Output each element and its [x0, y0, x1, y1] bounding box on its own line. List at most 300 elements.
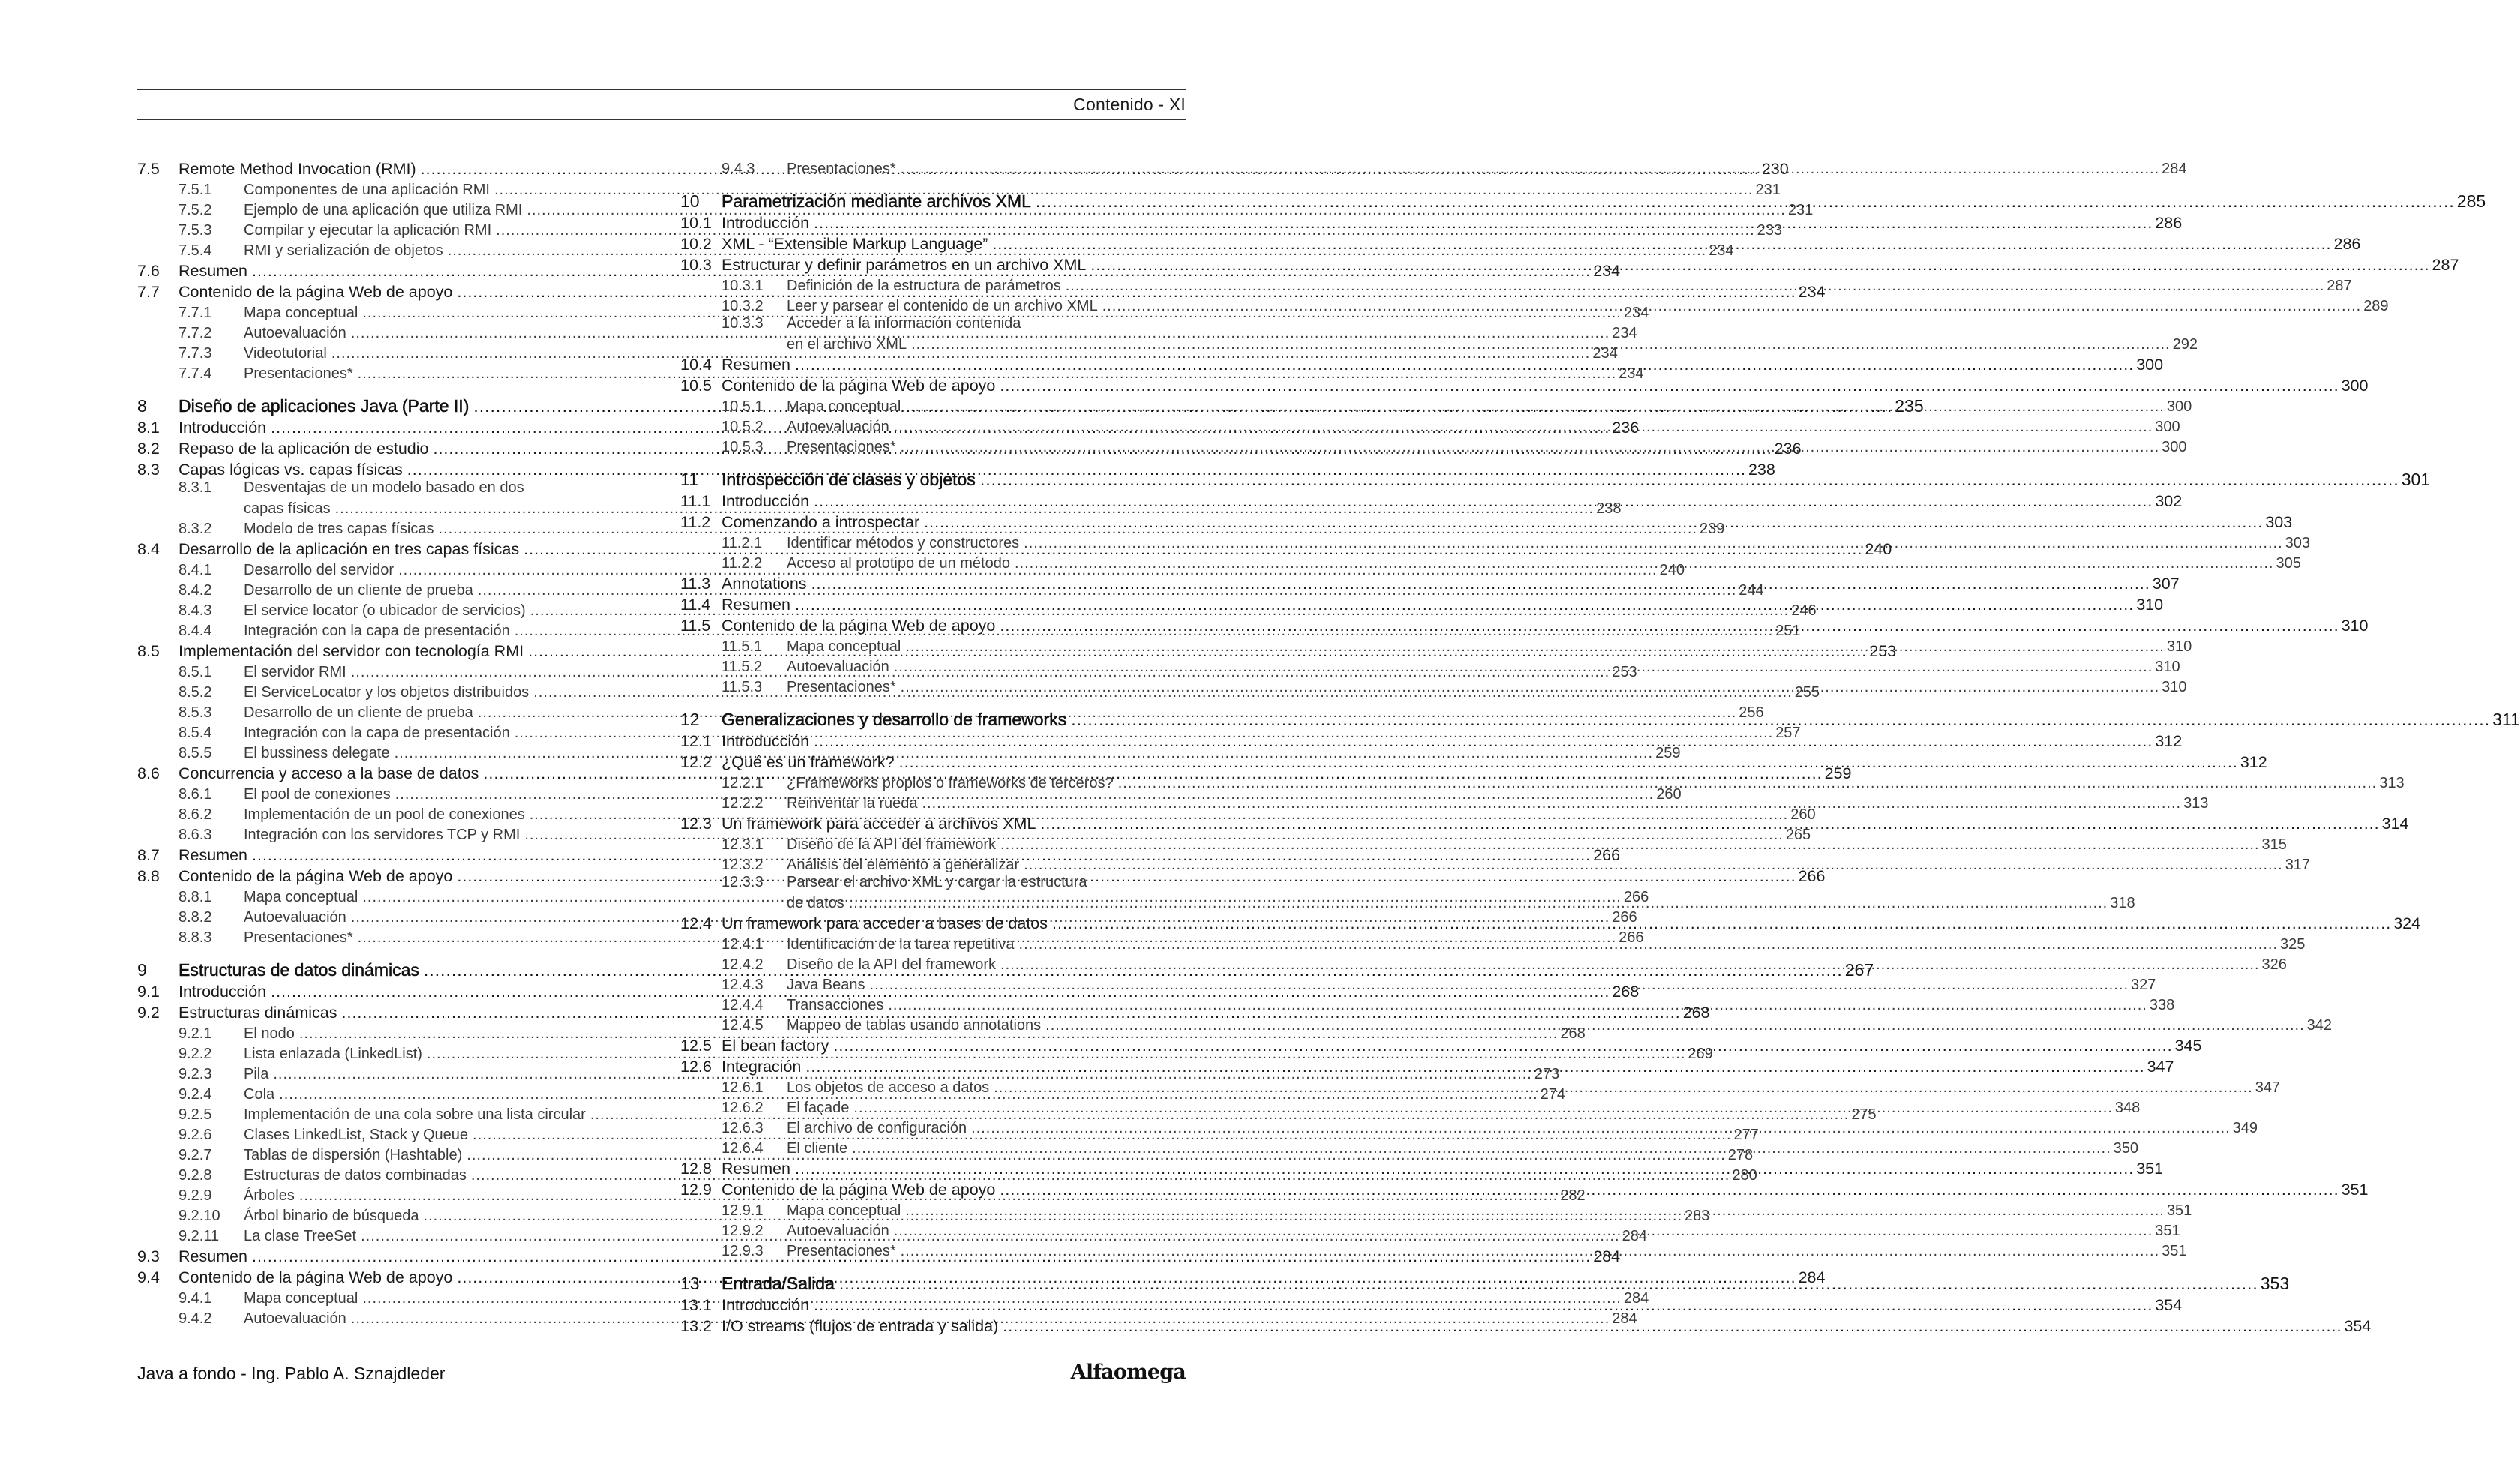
- toc-page-number: 310: [2162, 679, 2187, 695]
- toc-page-number: 292: [2172, 336, 2198, 353]
- toc-leader-dots: [1102, 298, 2362, 315]
- toc-title: Mapa conceptual: [244, 305, 358, 321]
- toc-title: Remote Method Invocation (RMI): [178, 160, 416, 178]
- toc-title: Introducción: [178, 983, 267, 1001]
- toc-page-number: 354: [2155, 1296, 2182, 1314]
- toc-page-number: 268: [1682, 1004, 1710, 1022]
- toc-title: Diseño de aplicaciones Java (Parte II): [178, 396, 470, 416]
- toc-number: 11.5.3: [722, 679, 763, 695]
- toc-page-number: 234: [1612, 325, 1637, 341]
- toc-page-number: 231: [1755, 182, 1780, 198]
- toc-title: Integración con los servidores TCP y RMI: [244, 827, 520, 843]
- toc-number: 8.5.1: [178, 664, 212, 680]
- toc-number: 8.4.4: [178, 623, 212, 639]
- toc-page-number: 233: [1756, 222, 1783, 239]
- toc-title: Identificación de la tarea repetitiva: [787, 936, 1015, 953]
- toc-leader-dots: [901, 679, 2160, 696]
- toc-number: 8.3: [137, 461, 160, 479]
- toc-number: 11.3: [680, 575, 711, 593]
- toc-number: 8.8.3: [178, 929, 212, 946]
- toc-title: XML - “Extensible Markup Language”: [722, 235, 988, 253]
- toc-page-number: 303: [2284, 535, 2311, 551]
- toc-leader-dots: [1000, 1181, 2338, 1199]
- toc-title: Los objetos de acceso a datos: [787, 1079, 990, 1096]
- toc-page-number: 284: [1798, 1268, 1826, 1286]
- toc-number: 12.6.4: [722, 1140, 764, 1157]
- toc-leader-dots: [905, 398, 2164, 416]
- toc-page-number: 240: [1864, 540, 1892, 558]
- toc-section: [137, 458, 1775, 479]
- toc-number: 8.8: [137, 867, 160, 885]
- toc-page-number: 283: [1684, 1208, 1710, 1224]
- toc-page-number: 268: [1612, 983, 1640, 1001]
- toc-leader-dots: [911, 336, 2170, 353]
- toc-number: 12.6.2: [722, 1100, 764, 1116]
- header-rule-bottom: [137, 119, 1186, 120]
- toc-page-number: 234: [1593, 262, 1621, 280]
- toc-page-number: 286: [2333, 235, 2361, 253]
- toc-title: Desarrollo de un cliente de prueba: [244, 704, 473, 721]
- toc-number: 12.3.3: [722, 874, 764, 890]
- toc-leader-dots: [852, 1140, 2111, 1157]
- toc-title: Modelo de tres capas físicas: [244, 521, 434, 537]
- toc-page-number: 275: [1851, 1106, 1876, 1123]
- toc-title-cont: en el archivo XML: [787, 336, 908, 353]
- toc-title: Acceso al prototipo de un método: [787, 555, 1010, 572]
- toc-leader-dots: [971, 1120, 2230, 1137]
- toc-title: Concurrencia y acceso a la base de datos: [178, 764, 479, 782]
- toc-page-number: 317: [2284, 857, 2311, 873]
- toc-number: 8.6.3: [178, 827, 212, 843]
- toc-number: 8.5.2: [178, 684, 212, 701]
- toc-number: 11.5: [680, 617, 711, 635]
- toc-leader-dots: [894, 1223, 2153, 1240]
- toc-title: Introducción: [178, 419, 267, 437]
- toc-title: Contenido de la página Web de apoyo: [178, 1268, 453, 1286]
- toc-title: El cliente: [787, 1140, 848, 1157]
- toc-page-number: 353: [2260, 1274, 2290, 1293]
- toc-number: 12.9.2: [722, 1223, 764, 1239]
- toc-title: Autoevaluación: [244, 325, 346, 341]
- toc-page-number: 354: [2344, 1317, 2372, 1335]
- toc-section: [680, 374, 2368, 395]
- toc-leader-dots: [994, 1079, 2253, 1097]
- toc-title-cont: capas físicas: [244, 500, 331, 517]
- toc-title: Comenzando a introspectar: [722, 513, 920, 531]
- toc-page-number: 260: [1790, 806, 1816, 823]
- toc-title: Generalizaciones y desarrollo de frameworks: [722, 710, 1067, 729]
- toc-page-number: 300: [2341, 377, 2368, 395]
- toc-title: Resumen: [722, 1160, 791, 1178]
- toc-page-number: 314: [2381, 815, 2409, 833]
- toc-number: 8.4.2: [178, 582, 212, 599]
- toc-number: 12.4.5: [722, 1017, 764, 1034]
- toc-title: Árboles: [244, 1187, 295, 1204]
- toc-leader-dots: [849, 895, 2108, 912]
- toc-page-number: 286: [2155, 214, 2182, 232]
- toc-title: El archivo de configuración: [787, 1120, 968, 1136]
- toc-page-number: 310: [2166, 638, 2192, 655]
- toc-title: Componentes de una aplicación RMI: [244, 182, 490, 198]
- toc-number: 9.1: [137, 983, 160, 1001]
- toc-title: Desventajas de un modelo basado en dos: [244, 479, 524, 496]
- toc-number: 12.3.2: [722, 857, 764, 873]
- toc-title: Mapa conceptual: [244, 1290, 358, 1307]
- toc-number: 12.3: [680, 815, 712, 833]
- toc-title: El bussiness delegate: [244, 745, 390, 761]
- toc-leader-dots: [1015, 555, 2274, 572]
- toc-page-number: 325: [2280, 936, 2306, 953]
- toc-title: Contenido de la página Web de apoyo: [722, 617, 996, 635]
- toc-number: 9.2.3: [178, 1066, 212, 1082]
- toc-number: 9.2.8: [178, 1167, 212, 1184]
- toc-page-number: 313: [2379, 775, 2404, 791]
- toc-title: Presentaciones*: [787, 161, 896, 177]
- toc-number: 8.6.2: [178, 806, 212, 823]
- toc-title: Reinventar la rueda: [787, 795, 918, 812]
- toc-number: 8.4: [137, 540, 160, 558]
- toc-leader-dots: [905, 1202, 2164, 1220]
- toc-page-number: 342: [2306, 1017, 2332, 1034]
- toc-title: Diseño de la API del framework: [787, 836, 997, 853]
- toc-page-number: 256: [1738, 704, 1764, 721]
- toc-number: 12.4.2: [722, 956, 764, 973]
- toc-number: 8.8.1: [178, 889, 212, 905]
- toc-title: El service locator (o ubicador de servicios): [244, 602, 526, 619]
- toc-number: 12.9.1: [722, 1202, 764, 1219]
- toc-number: 7.7.1: [178, 305, 212, 321]
- toc-page-number: 268: [1560, 1025, 1586, 1042]
- toc-leader-dots: [806, 1058, 2144, 1076]
- toc-number: 13.2: [680, 1317, 712, 1335]
- toc-title: Cola: [244, 1086, 275, 1103]
- toc-page-number: 257: [1775, 725, 1801, 741]
- toc-number: 9.4: [137, 1268, 160, 1286]
- toc-leader-dots: [1066, 278, 2325, 295]
- toc-leader-dots: [894, 419, 2153, 436]
- toc-number: 12.8: [680, 1160, 712, 1178]
- toc-number: 9.4.1: [178, 1290, 212, 1307]
- toc-title: Resumen: [722, 356, 791, 374]
- toc-number: 7.5.3: [178, 222, 212, 239]
- toc-number: 9.2.9: [178, 1187, 212, 1204]
- toc-page-number: 265: [1785, 827, 1811, 843]
- toc-title: Definición de la estructura de parámetros: [787, 278, 1061, 294]
- toc-number: 11.2.1: [722, 535, 763, 551]
- toc-leader-dots: [814, 732, 2152, 751]
- toc-leader-dots: [814, 214, 2152, 233]
- toc-leader-dots: [899, 753, 2238, 772]
- toc-page-number: 351: [2155, 1223, 2180, 1239]
- toc-page-number: 302: [2155, 492, 2182, 510]
- toc-title: I/O streams (flujos de entrada y salida): [722, 1317, 999, 1335]
- toc-number: 9.2: [137, 1004, 160, 1022]
- toc-number: 7.7.2: [178, 325, 212, 341]
- toc-number: 12.3.1: [722, 836, 764, 853]
- toc-page-number: 259: [1655, 745, 1681, 761]
- toc-number: 8.4.3: [178, 602, 212, 619]
- toc-number: 8.6: [137, 764, 160, 782]
- toc-number: 8.6.1: [178, 786, 212, 803]
- toc-page-number: 246: [1791, 602, 1816, 619]
- toc-title: Autoevaluación: [244, 909, 346, 926]
- toc-page-number: 351: [2136, 1160, 2164, 1178]
- toc-number: 12.2: [680, 753, 712, 771]
- toc-number: 8.5.4: [178, 725, 212, 741]
- toc-leader-dots: [795, 356, 2134, 374]
- toc-page-number: 234: [1592, 345, 1618, 362]
- toc-number: 8.3.2: [178, 521, 212, 537]
- toc-number: 7.6: [137, 262, 160, 280]
- toc-number: 10.4: [680, 356, 712, 374]
- toc-title: Parametrización mediante archivos XML: [722, 191, 1031, 211]
- toc-title: Presentaciones*: [787, 679, 896, 695]
- toc-number: 10.5: [680, 377, 712, 395]
- toc-leader-dots: [833, 1037, 2172, 1055]
- toc-title: Autoevaluación: [787, 659, 890, 675]
- toc-page-number: 259: [1824, 764, 1852, 782]
- toc-page-number: 284: [2162, 161, 2187, 177]
- toc-title: Resumen: [178, 262, 248, 280]
- toc-leader-dots: [1118, 775, 2378, 792]
- toc-page-number: 303: [2265, 513, 2293, 531]
- toc-number: 12.4.3: [722, 977, 764, 993]
- toc-page-number: 230: [1761, 160, 1789, 178]
- toc-title: Resumen: [178, 1247, 248, 1265]
- toc-leader-dots: [888, 997, 2147, 1014]
- toc-title: El bean factory: [722, 1037, 830, 1055]
- toc-number: 9.2.10: [178, 1208, 220, 1224]
- toc-title: Resumen: [178, 846, 248, 864]
- toc-page-number: 327: [2131, 977, 2156, 993]
- toc-number: 8.5: [137, 642, 160, 660]
- toc-page-number: 267: [1844, 960, 1874, 980]
- toc-number: 8: [137, 396, 147, 416]
- toc-leader-dots: [1019, 936, 2278, 953]
- toc-number: 12.2.1: [722, 775, 764, 791]
- toc-leader-dots: [1071, 710, 2490, 730]
- toc-title: Introducción: [722, 214, 810, 232]
- toc-number: 9: [137, 960, 147, 980]
- toc-title: Pila: [244, 1066, 269, 1082]
- toc-number: 12.4: [680, 914, 712, 932]
- toc-number: 9.4.2: [178, 1310, 212, 1327]
- toc-page-number: 326: [2261, 956, 2287, 973]
- toc-page-number: 236: [1774, 440, 1802, 458]
- toc-page-number: 300: [2136, 356, 2164, 374]
- toc-leader-dots: [854, 1100, 2113, 1117]
- toc-number: 11.5.1: [722, 638, 763, 655]
- toc-page-number: 347: [2146, 1058, 2174, 1076]
- toc-page-number: 231: [1787, 202, 1814, 218]
- toc-leader-dots: [1000, 617, 2338, 635]
- toc-leader-dots: [812, 575, 2150, 593]
- toc-page-number: 274: [1540, 1086, 1566, 1103]
- toc-number: 12.2.2: [722, 795, 764, 812]
- toc-page-number: 255: [1794, 684, 1820, 701]
- toc-page-number: 266: [1798, 867, 1826, 885]
- toc-number: 8.2: [137, 440, 160, 458]
- toc-number: 7.5.1: [178, 182, 212, 198]
- toc-number: 8.7: [137, 846, 160, 864]
- toc-number: 10.2: [680, 235, 712, 253]
- toc-page-number: 234: [1623, 305, 1649, 321]
- toc-number: 7.5.4: [178, 242, 212, 259]
- toc-page-number: 345: [2174, 1037, 2202, 1055]
- toc-title: Presentaciones*: [244, 929, 353, 946]
- toc-title: El ServiceLocator y los objetos distribuidos: [244, 684, 530, 701]
- toc-number: 11.2: [680, 513, 711, 531]
- toc-number: 7.5: [137, 160, 160, 178]
- toc-title: Contenido de la página Web de apoyo: [722, 377, 996, 395]
- toc-page-number: 260: [1656, 786, 1682, 803]
- toc-title: El servidor RMI: [244, 664, 346, 680]
- toc-page-number: 351: [2162, 1243, 2187, 1259]
- toc-title: Videotutorial: [244, 345, 327, 362]
- toc-title-cont: de datos: [787, 895, 844, 911]
- toc-page-number: 236: [1612, 419, 1640, 437]
- toc-page-number: 284: [1612, 1310, 1637, 1327]
- toc-page-number: 234: [1708, 242, 1734, 259]
- toc-number: 9.2.5: [178, 1106, 212, 1123]
- toc-number: 11: [680, 470, 698, 489]
- toc-title: Presentaciones*: [787, 439, 896, 455]
- toc-title: Leer y parsear el contenido de un archivo XML: [787, 298, 1098, 314]
- toc-title: Análisis del elemento a generalizar: [787, 857, 1020, 873]
- toc-number: 12.6.1: [722, 1079, 764, 1096]
- toc-title: Entrada/Salida: [722, 1274, 835, 1293]
- toc-number: 12.1: [680, 732, 712, 750]
- toc-title: Autoevaluación: [244, 1310, 346, 1327]
- toc-page-number: 351: [2341, 1181, 2368, 1199]
- toc-title: Transacciones: [787, 997, 884, 1013]
- toc-number: 10.3.2: [722, 298, 764, 314]
- toc-number: 7.7.3: [178, 345, 212, 362]
- toc-number: 9.2.11: [178, 1228, 220, 1244]
- toc-page-number: 318: [2110, 895, 2135, 911]
- toc-page-number: 280: [1732, 1167, 1757, 1184]
- toc-page-number: 234: [1798, 283, 1826, 301]
- toc-leader-dots: [992, 235, 2331, 254]
- toc-number: 8.5.3: [178, 704, 212, 721]
- toc-page-number: 266: [1593, 846, 1621, 864]
- toc-title: Diseño de la API del framework: [787, 956, 997, 973]
- toc-number: 9.2.2: [178, 1046, 212, 1062]
- toc-number: 12.5: [680, 1037, 712, 1055]
- toc-number: 10.1: [680, 214, 712, 232]
- toc-leader-dots: [901, 1243, 2160, 1260]
- toc-page-number: 238: [1748, 461, 1775, 479]
- toc-page-number: 273: [1534, 1066, 1560, 1082]
- toc-title: Ejemplo de una aplicación que utiliza RMI: [244, 202, 523, 218]
- toc-page-number: 289: [2363, 298, 2389, 314]
- toc-title: Compilar y ejecutar la aplicación RMI: [244, 222, 492, 239]
- toc-title: Implementación de una cola sobre una lista circular: [244, 1106, 586, 1123]
- toc-title: Estructuras de datos dinámicas: [178, 960, 419, 980]
- toc-title: Annotations: [722, 575, 807, 593]
- toc-title: Lista enlazada (LinkedList): [244, 1046, 422, 1062]
- toc-leader-dots: [922, 795, 2182, 812]
- toc-title: Identificar métodos y constructores: [787, 535, 1020, 551]
- toc-number: 10: [680, 191, 700, 211]
- toc-title: Desarrollo de un cliente de prueba: [244, 582, 473, 599]
- toc-number: 9.4.3: [722, 161, 755, 177]
- toc-number: 9.2.6: [178, 1127, 212, 1143]
- footer-book-title: Java a fondo - Ing. Pablo A. Sznajdleder: [137, 1364, 446, 1383]
- toc-page-number: 310: [2136, 596, 2164, 614]
- toc-page-number: 310: [2155, 659, 2180, 675]
- toc-title: Autoevaluación: [787, 1223, 890, 1239]
- toc-title: El nodo: [244, 1025, 295, 1042]
- toc-title: Contenido de la página Web de apoyo: [178, 283, 453, 301]
- toc-page-number: 238: [1596, 500, 1622, 517]
- toc-number: 11.1: [680, 492, 711, 510]
- toc-number: 10.5.2: [722, 419, 764, 435]
- toc-title: Autoevaluación: [787, 419, 890, 435]
- toc-page-number: 287: [2326, 278, 2352, 294]
- toc-leader-dots: [839, 1274, 2258, 1294]
- toc-page-number: 269: [1688, 1046, 1713, 1062]
- toc-title: Tablas de dispersión (Hashtable): [244, 1147, 463, 1163]
- toc-page-number: 266: [1612, 909, 1637, 926]
- toc-title: RMI y serialización de objetos: [244, 242, 443, 259]
- toc-number: 12: [680, 710, 700, 729]
- header-rule-top: [137, 89, 1186, 90]
- toc-title: Implementación del servidor con tecnología RMI: [178, 642, 524, 660]
- toc-leader-dots: [1000, 956, 2260, 974]
- toc-page-number: 287: [2432, 256, 2459, 274]
- toc-number: 9.2.7: [178, 1147, 212, 1163]
- toc-number: 11.4: [680, 596, 711, 614]
- toc-page-number: 266: [1623, 889, 1649, 905]
- toc-page-number: 282: [1560, 1187, 1586, 1204]
- toc-leader-dots: [901, 439, 2160, 456]
- toc-page-number: 239: [1699, 521, 1725, 537]
- toc-page-number: 347: [2254, 1079, 2281, 1096]
- toc-title: Integración con la capa de presentación: [244, 725, 510, 741]
- toc-title: Parsear el archivo XML y cargar la estructura: [787, 874, 1088, 890]
- toc-number: 12.9: [680, 1181, 712, 1199]
- toc-leader-dots: [1052, 914, 2391, 933]
- toc-leader-dots: [814, 492, 2152, 511]
- toc-page-number: 240: [1659, 562, 1684, 578]
- toc-title: Integración con la capa de presentación: [244, 623, 510, 639]
- toc-page-number: 278: [1727, 1147, 1754, 1163]
- toc-page-number: 324: [2393, 914, 2421, 932]
- toc-page-number: 301: [2401, 470, 2431, 489]
- toc-number: 9.3: [137, 1247, 160, 1265]
- toc-number: 9.2.1: [178, 1025, 212, 1042]
- toc-title: La clase TreeSet: [244, 1228, 357, 1244]
- toc-leader-dots: [814, 1296, 2152, 1315]
- toc-number: 12.6.3: [722, 1120, 764, 1136]
- toc-title: Contenido de la página Web de apoyo: [178, 867, 453, 885]
- toc-leader-dots: [1036, 191, 2455, 212]
- toc-page-number: 313: [2183, 795, 2209, 812]
- toc-title: Presentaciones*: [787, 1243, 896, 1259]
- toc-number: 8.4.1: [178, 562, 212, 578]
- toc-leader-dots: [1024, 535, 2283, 552]
- toc-number: 8.5.5: [178, 745, 212, 761]
- toc-leader-dots: [924, 513, 2263, 532]
- toc-number: 13.1: [680, 1296, 712, 1314]
- toc-title: ¿Qué es un framework?: [722, 753, 895, 771]
- toc-leader-dots: [1024, 857, 2283, 874]
- toc-title: ¿Frameworks propios o frameworks de terceros?: [787, 775, 1114, 791]
- toc-page-number: 300: [2162, 439, 2187, 455]
- toc-title: Mapa conceptual: [787, 638, 902, 655]
- toc-leader-dots: [1090, 256, 2429, 275]
